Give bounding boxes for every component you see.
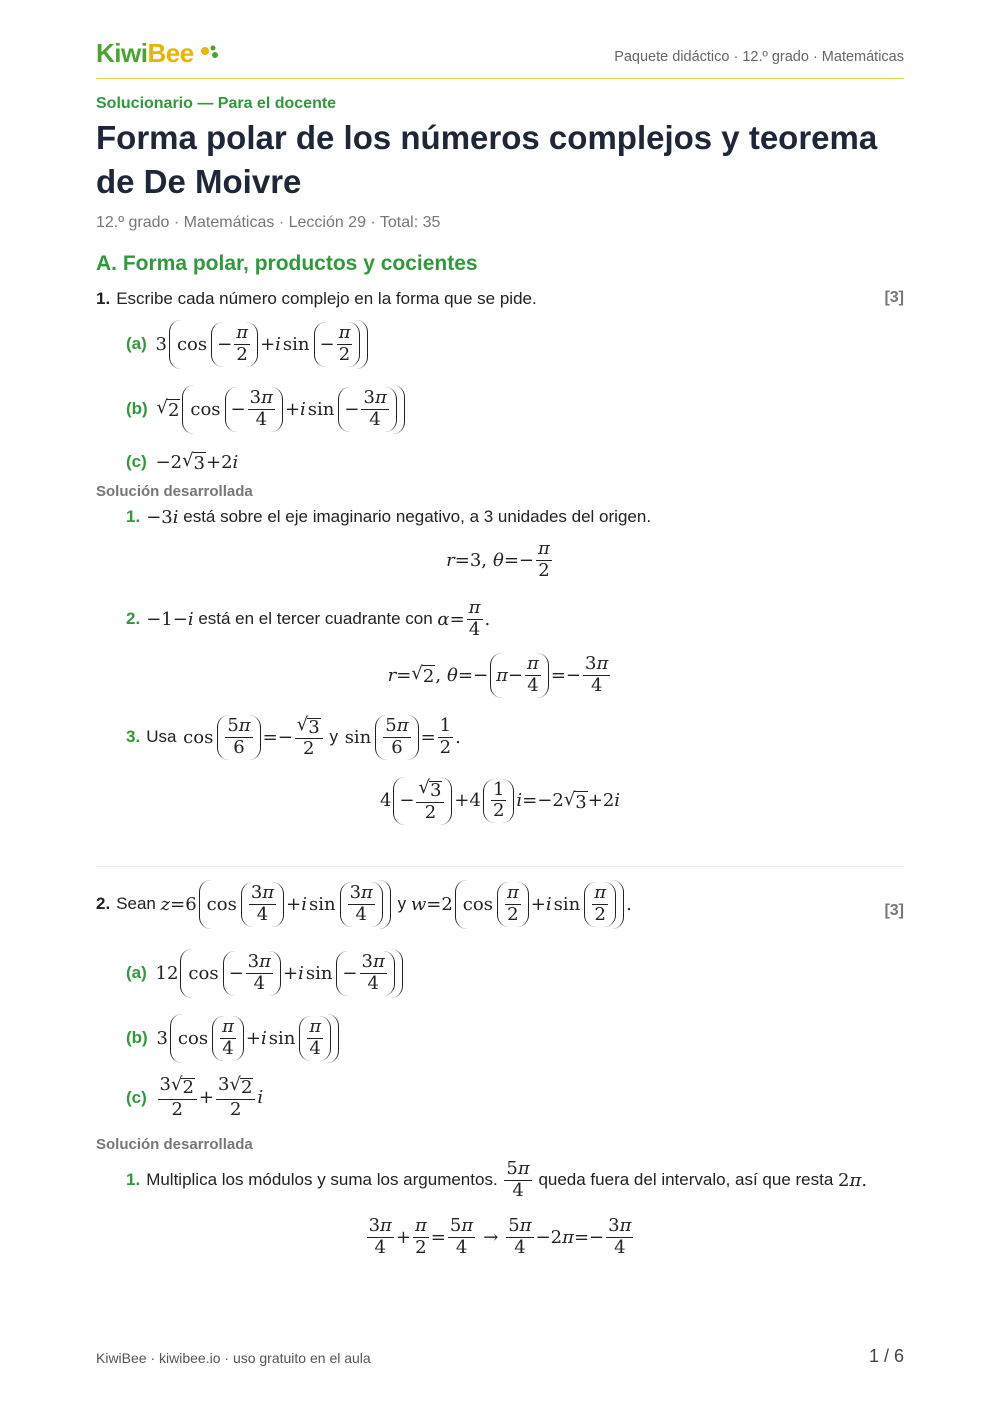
- q2-part-b: (b) 3 cos $\frac{\pi}{4}$ + i sin $\frac{\pi}{4}$: [126, 1014, 341, 1063]
- q1-part-b: (b) √ 2 cos − $\frac{3\pi}{4}$ + i sin − $\frac{3\pi}{4}$: [126, 385, 407, 434]
- q1-solution-step-2: 2. −1− i está en el tercer cuadrante con α = $\frac{\pi}{4}$ .: [126, 597, 491, 640]
- solution-label: Solución desarrollada: [96, 483, 253, 500]
- doc-eyebrow: Solucionario — Para el docente: [96, 95, 337, 112]
- worksheet-page: [96, 0, 904, 1413]
- question-text: Escribe cada número complejo en la forma que se pide.: [116, 289, 537, 308]
- question-divider: [96, 866, 904, 867]
- points-badge: [3]: [884, 289, 904, 306]
- points-badge: [3]: [884, 902, 904, 919]
- footer-credit: KiwiBee · kiwibee.io · uso gratuito en el aula: [96, 1350, 371, 1366]
- math-expression: 3 √ 2 2 + 3 √ 2 2 i: [159, 1074, 264, 1120]
- question-2: 2. Sean z =6 cos $\frac{3\pi}{4}$ + i sin $\frac{3\pi}{4}$ y w =2 cos $\frac{\pi}{2}$ + i sin $\frac{\pi}{2}$ . [3]: [96, 880, 904, 929]
- q1-display-3: 4 − √ 3 2 +4 $\frac{1}{2}$ i =−2 √ 3 +2 i: [379, 777, 621, 823]
- q2-display-1: $\frac{3\pi}{4}$ + $\frac{\pi}{2}$ = $\frac{5\pi}{4}$ → $\frac{5\pi}{4}$ −2 π =− $\frac{3\pi}{4}$: [368, 1215, 632, 1258]
- q1-part-c: (c) −2 √ 3 +2 i: [126, 450, 239, 474]
- math-expression: z =6 cos $\frac{3\pi}{4}$ + i sin $\frac{3\pi}{4}$: [161, 880, 393, 929]
- doc-title: Forma polar de los números complejos y teorema de De Moivre: [96, 119, 878, 200]
- section-a-title: A. Forma polar, productos y cocientes: [96, 252, 478, 275]
- page-number: 1 / 6: [868, 1346, 904, 1366]
- math-expression: w =2 cos $\frac{\pi}{2}$ + i sin $\frac{\pi}{2}$ .: [411, 880, 632, 929]
- kiwibee-logo: KiwiBee: [96, 38, 194, 68]
- q2-part-c: (c) 3 √ 2 2 + 3 √ 2 2 i: [126, 1074, 264, 1120]
- solution-label: Solución desarrollada: [96, 1136, 253, 1153]
- q1-display-2: r = √ 2 , θ =− π − $\frac{\pi}{4}$ =− $\frac{3\pi}{4}$: [387, 653, 609, 696]
- math-expression: 3 cos − $\frac{\pi}{2}$ + i sin − $\frac{\pi}{2}$: [156, 320, 371, 369]
- q2-solution-step-1: 1. Multiplica los módulos y suma los argumentos. $\frac{5\pi}{4}$ queda fuera del intervalo, así que resta 2 π .: [126, 1158, 868, 1201]
- bee-dots-icon: [200, 42, 220, 62]
- page-header: [96, 38, 904, 79]
- math-expression: −2 √ 3 +2 i: [155, 450, 239, 474]
- math-expression: √ 2 cos − $\frac{3\pi}{4}$ + i sin − $\frac{3\pi}{4}$: [156, 385, 406, 434]
- q1-solution-step-3: 3. Usa cos $\frac{5\pi}{6}$ =− √ 3 2 y sin $\frac{5\pi}{6}$ = $\frac{1}{2}$ .: [126, 713, 461, 760]
- q1-display-1: r =3, θ =− $\frac{\pi}{2}$: [446, 538, 550, 581]
- question-number: 1.: [96, 289, 111, 308]
- header-meta: Paquete didáctico · 12.º grado · Matemáticas: [614, 49, 904, 65]
- doc-subtitle: 12.º grado · Matemáticas · Lección 29 · Total: 35: [96, 214, 441, 231]
- math-expression: 12 cos − $\frac{3\pi}{4}$ + i sin − $\frac{3\pi}{4}$: [156, 949, 405, 998]
- q1-part-a: (a) 3 cos − $\frac{\pi}{2}$ + i sin − $\frac{\pi}{2}$: [126, 320, 370, 369]
- math-expression: 3 cos $\frac{\pi}{4}$ + i sin $\frac{\pi}{4}$: [156, 1014, 341, 1063]
- question-number: 2.: [96, 893, 111, 913]
- q2-part-a: (a) 12 cos − $\frac{3\pi}{4}$ + i sin − $\frac{3\pi}{4}$: [126, 949, 405, 998]
- q1-solution-step-1: 1. −3 i está sobre el eje imaginario negativo, a 3 unidades del origen.: [126, 507, 652, 529]
- question-1: [96, 289, 904, 309]
